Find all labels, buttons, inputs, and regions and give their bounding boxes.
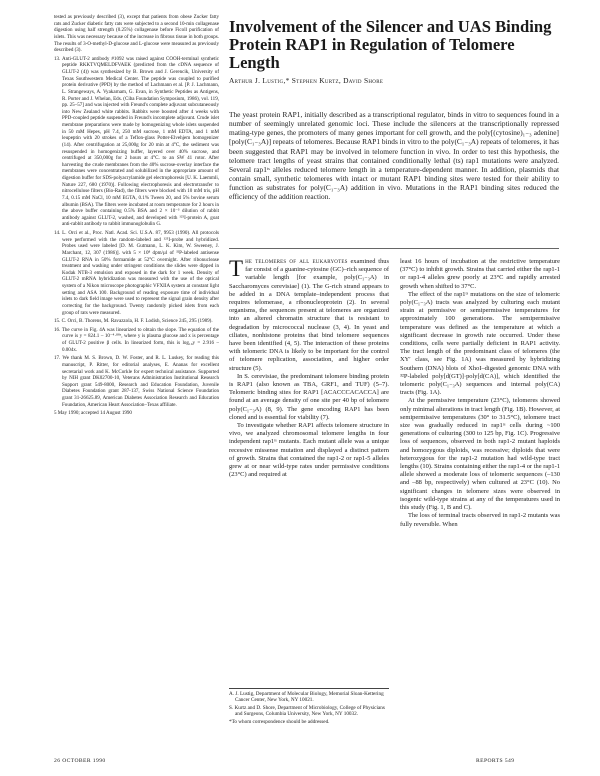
footer-date: 26 OCTOBER 1990 — [54, 758, 106, 764]
body-column-middle — [229, 258, 389, 733]
body-paragraph: To investigate whether RAP1 affects telomere structure in vivo, we analyzed chromosomal telomere lengths in four independent rap1ᵗˢ mutants. Each mutant allele was a unique recessive missense mutation and displayed a distinct pattern of growth. Strains that contained the rap1-2 or rap1-5 alleles grew at or near wild-type rates under permissive conditions (23°C) and required at — [229, 422, 389, 479]
note-15: 15. C. Orci, B. Thorens, M. Ravazzola, H. F. Lodish, Science 245, 295 (1989). — [54, 318, 213, 325]
note-16: 16. The curve in Fig. 4A was linearized to obtain the slope. The equation of the curve is y = 824.1 – 10⁻⁴·⁰⁸ˣ, where y is plasma glucose and x is percentage of GLUT-2 positive β cells. In linearized form, this is log₁₀y = 2.916 – 0.004x. — [54, 326, 219, 353]
article-abstract: The yeast protein RAP1, initially described as a transcriptional regulator, binds in vitro to sequences found in a number of seemingly unrelated genomic loci. These include the silencers at the transcriptionally repressed mating-type genes, the promoters of many genes important for cell growth, and the poly[(cytosine)₁₋₃ adenine] [poly(C₁₋₃A)] repeats of telomeres. Because RAP1 binds in vitro to the poly(C₁₋₃A) repeats of telomeres, it has been suggested that RAP1 may be involved in telomere function in vivo. In order to test this hypothesis, the telomere tract lengths of yeast strains that contained conditionally lethal (ts) rap1 mutations were analyzed. Several rap1ᵗˢ alleles reduced telomere length in a temperature-dependent manner. In addition, plasmids that contain small, synthetic telomeres with intact or mutant RAP1 binding sites were tested for their ability to function as substrates for poly(C₁₋₃A) addition in vivo. Mutations in the RAP1 binding sites reduced the efficiency of the addition reaction. — [229, 110, 559, 202]
drop-cap: T — [229, 258, 244, 281]
body-paragraph: In S. cerevisiae, the predominant telomere binding protein is RAP1 (also known as TBA, GRF1, and TUF) (5–7). Telomeric binding sites for RAP1 [ACACCCACACCA] are found at an average density of one site per 40 bp of telomere poly(C₁₋₃A) (8, 9). The gene encoding RAP1 has been cloned and is essential for viability (7). — [229, 372, 389, 421]
left-notes-column — [54, 14, 219, 758]
lead-in: he telomeres of all eukaryotes — [245, 258, 348, 265]
affiliation-lustig: A. J. Lustig, Department of Molecular Biology, Memorial Sloan-Kettering Cancer Center, New York, NY 10021. — [229, 691, 384, 704]
abstract-divider — [229, 248, 559, 249]
received-dates: 5 May 1990; accepted 14 August 1990 — [54, 410, 132, 417]
body-paragraph: least 16 hours of incubation at the restrictive temperature (37°C) to inhibit growth. Strains that carried either the rap1-1 or rap1-4 alleles grew poorly at 23°C and rapidly arrested growth when shifted to 37°C. — [400, 258, 560, 290]
footer-section-page: REPORTS 549 — [476, 758, 515, 764]
body-paragraph: The effect of the rap1ᵗˢ mutations on the size of telomeric poly(C₁₋₃A) tracts was analyzed by culturing each mutant strain at permissive or semipermissive temperatures for approximately 100 generations. The semipermissive temperature was defined as the temperature at which a significant decrease in growth rate occurred. Under these conditions, cells were partially deficient in RAP1 activity. The tract length of the predominant class of telomeres (the XY′ class, see Fig. 1A) was measured by hybridizing Southern (DNA) blots of XhoI–digested genomic DNA with ³²P-labeled poly[d(GT)]·poly[d(CA)], which identified the telomeric poly(C₁₋₃A) sequences and internal poly(CA) tracts (Fig. 1A). — [400, 290, 560, 397]
affiliations — [229, 688, 389, 726]
body-paragraph: The loss of terminal tracts observed in rap1-2 mutants was fully reversible. When — [400, 512, 560, 528]
article-authors: Arthur J. Lustig,* Stephen Kurtz, David Shore — [229, 76, 384, 85]
note-13: 13. Anti-GLUT-2 antibody #1092 was raised against COOH-terminal synthetic peptide RKKTVQMELDFVAEK (predicted from the cDNA sequence of GLUT-2 (4)) was synthesized by B. Brown and J. Gerencik, University of Texas Southwestern Medical Center. The peptide was coupled to purified protein derivative (PPD) by the method of Lachmann et al. [P. J. Lachmann, L. Strangeways, A. Vyakarnam, G. Evan, in Synthetic Peptides as Antigens, R. Porter and J. Whelan, Eds. (Ciba Foundation Symposium, 1986), vol. 119, pp. 25–57] and was injected with Freund's complete adjuvant subcutaneously into New Zealand white rabbits. Rabbits were boosted after 4 weeks with PPD-coupled peptide suspended in Freund's incomplete adjuvant. Crude islet membrane preparations were made by homogenizing whole islets suspended in 50 mM Hepes, pH 7.4, 250 mM sucrose, 1 mM EDTA, and 1 mM leupeptin with 20 strokes of a Teflon-glass Potter-Elvehjem homogenizer (14). After centrifugation at 25,000g for 20 min at 4°C, the sediment was resuspended in homogenizing buffer, layered over 40% sucrose, and centrifuged at 350,000g for 2 hours at 4°C. to an SW 41 rotor. After harvesting the crude membranes from the 40% sucrose-overlay interface the membranes were concentrated and solubilized in the appropriate amount of digestion buffer for SDS-polyacrylamide gel electrophoresis [U. K. Laemmli, Nature 227, 680 (1970)]. Following electrophoresis and electrotransfer to nitrocellulose filters (Bio-Rad), the filters were blocked with 10 mM tris, pH 7.4, 0.15 mM NaCl, 10 mM EGTA, 0.1% Tween 20, and 5% bovine serum albumin (BSA). The filters were incubated at room temperature for 2 hours in the above buffer containing 0.5% BSA and 2 × 10⁻³ dilution of rabbit antibody against GLUT-2, washed, and developed with ¹²⁵I-protein A, goat anti-rabbit antibody to rabbit immunoglobulin G. — [54, 55, 219, 228]
affiliation-kurtz-shore: S. Kurtz and D. Shore, Department of Microbiology, College of Physicians and Surgeons, Columbia University, New York, NY 10032. — [229, 704, 385, 718]
correspondence-note: *To whom correspondence should be addressed. — [229, 718, 330, 725]
note-14: 14. L. Orci et al., Proc. Natl. Acad. Sci. U.S.A. 87, 9953 (1990). All protocols were performed with the random-labeled and ¹²⁵I-probe and hybridized. Probes used were labeled [D. M. Gutmann, L. K. Kim, W. Sweeney, J. Marchant, 12, 307 (1986)]. with 5 × 10⁸ dpm/µl of ³²P-labeled antisense GLUT-2 RNA in 50% formamide at 52°C overnight. After ribonuclease treatment and washing under stringent conditions the slides were dipped in Kodak NTB-3 emulsion and exposed in the dark for 1 week. Density of GLUT-2 mRNA hybridization was measured with the use of the optical system of a Nikon microscope photographic VFXIIA system at constant light setting and ASA 100. Background of reading exposure time of individual islets to dark field image were used to represent the signal grain density after correcting for the background. Twenty randomly picked islets from each group of rats were measured. — [54, 230, 219, 316]
body-paragraph: At the permissive temperature (23°C), telomeres showed only minimal alterations in tract length (Fig. 1B). However, at semipermissive temperatures (30° to 31.5°C), telomere tract size was gradually reduced in rap1ᵗˢ cells during ~100 generations of culturing (300 to 125 bp, Fig. 1C). Progressive loss of sequences, observed in both rap1-2 mutant haploids and homozygous diploids, was recessive; diploids that were heterozygous for the rap1-2 mutation had wild-type tract lengths (10). Strains containing either the rap1-4 or the rap1-1 allele showed a moderate loss of telomeric sequences (–130 and –88 bp, respectively) when cultured at 23°C (10). No significant changes in telomere sizes were observed in isogenic wild-type strains at any of the temperatures used in this study (Fig. 1, B and C). — [400, 397, 560, 512]
opening-paragraph — [229, 258, 389, 373]
article-title: Involvement of the Silencer and UAS Binding Protein RAP1 in Regulation of Telomere Length — [229, 17, 552, 72]
body-column-right — [400, 258, 560, 733]
note-17: 17. We thank M. S. Brown, D. W. Foster, and R. L. Luskey, for reading this manuscript, P. Ritter, for editorial analyses, E. Ananas for excellent secretarial work and K. McCorkle for expert technical assistance. Supported by NIH grant DK02700-10, Veterans Administration Institutional Research Support grant 549-8000, Research and Education Foundation, Juvenile Diabetes Foundation grant 287-137, Swiss National Science Foundation grant 31-26625.89, American Diabetes Association Research and Education Foundation, American Heart Association–Texas affiliate. — [54, 355, 219, 408]
paragraph-text: examined thus far consist of a guanine-cytosine (GC)–rich sequence of variable length [for example, poly(C₁₋₃A) in Saccharomyces cerevisiae] (1). The G-rich strand appears to be added in a DNA template–independent process that requires telomerase, a ribonucleoprotein (2). In several organisms, the sequences present at telomeres are organized into an altered chromatin structure that is resistant to degradation by micrococcal nuclease (3, 4). In yeast and ciliates, nonhistone proteins that bind telomere sequences have been identified (4, 5). The interaction of these proteins with telomeric DNA is likely to be important for the control of telomere replication, association, and higher order structure (5). — [229, 258, 389, 372]
note-text: tested as previously described (3), except that patients from obese Zucker fatty rats and Zucker diabetic fatty rats were subjected to a second 10-min collagenase digestion using half strength (0.25%) collagenase before Ficoll purification of islets. This was necessary because of the increase in fibrous tissue in both groups. The results of 3-O-methyl-D-glucose and L-glucose were measured as previously described (3). — [54, 14, 219, 54]
